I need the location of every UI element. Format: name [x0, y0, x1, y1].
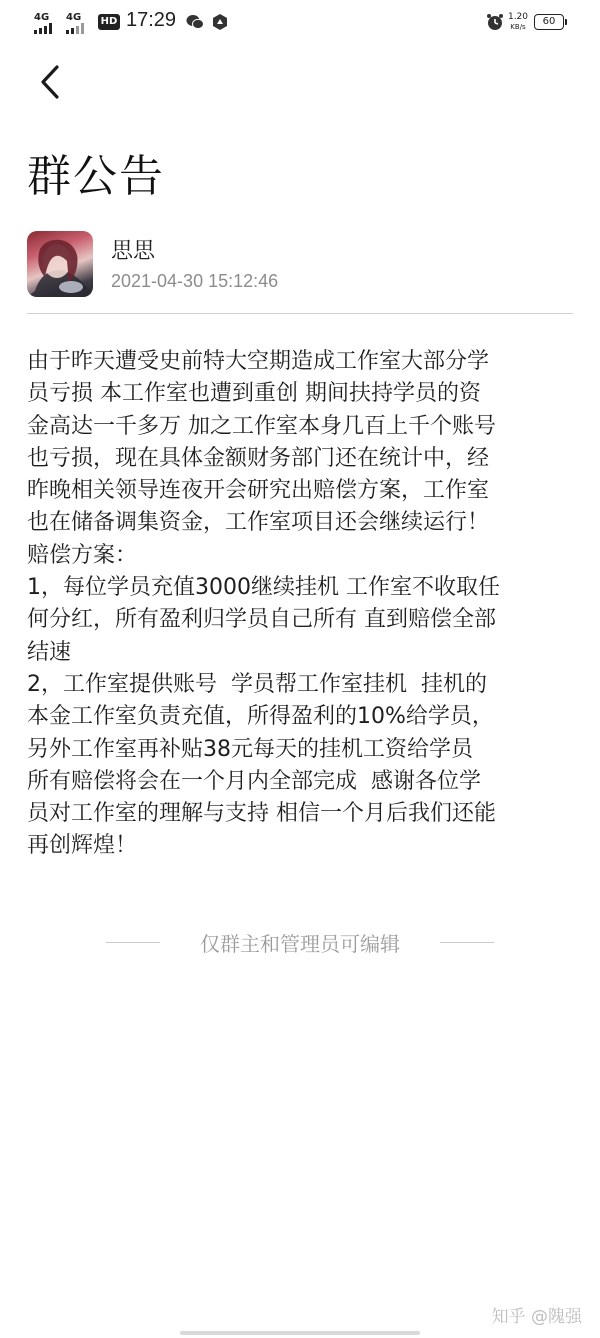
wechat-icon [186, 14, 204, 30]
battery-icon [534, 14, 564, 30]
post-timestamp: 2021-04-30 15:12:46 [111, 271, 279, 291]
announcement-line: 再创辉煌！ [27, 833, 138, 859]
hd-voice-icon: HD [98, 14, 120, 30]
network-speed [506, 12, 530, 32]
page-title: 群公告 [27, 151, 165, 202]
network-speed-value: 1.20 [507, 12, 529, 22]
watermark: 知乎 @隗强 [491, 1307, 582, 1327]
signal-strength-icon [66, 13, 94, 33]
announcement-line: 所有赔偿将会在一个月内全部完成 感谢各位学 [27, 768, 481, 794]
divider [440, 942, 494, 943]
announcement-line: 赔偿方案： [27, 542, 138, 568]
battery-level: 60 [542, 16, 556, 27]
status-bar [0, 0, 600, 46]
announcement-line: 本金工作室负责充值，所得盈利的10%给学员， [27, 704, 494, 730]
announcement-line: 金高达一千多万 加之工作室本身几百上千个账号 [27, 413, 496, 439]
announcement-line: 员亏损 本工作室也遭到重创 期间扶持学员的资 [27, 381, 481, 407]
announcement-line: 由于昨天遭受史前特大空期造成工作室大部分学 [27, 349, 490, 374]
announcement-line: 员对工作室的理解与支持 相信一个月后我们还能 [27, 801, 496, 827]
author-name[interactable]: 思思 [111, 239, 156, 264]
announcement-line: 也在储备调集资金，工作室项目还会继续运行！ [27, 510, 490, 536]
announcement-line: 2，工作室提供账号 学员帮工作室挂机 挂机的 [27, 671, 487, 697]
divider [27, 313, 573, 314]
announcement-line: 另外工作室再补贴38元每天的挂机工资给学员 [27, 736, 473, 762]
divider [106, 942, 160, 943]
network-speed-unit: KB/s [510, 23, 526, 31]
alarm-icon [486, 13, 504, 31]
chevron-left-icon [30, 62, 70, 102]
back-button[interactable] [30, 62, 70, 102]
announcement-line: 结速 [27, 639, 72, 665]
edit-permission-footer [0, 926, 600, 960]
announcement-body [27, 346, 597, 863]
status-time: 17:29 [126, 9, 177, 31]
home-indicator[interactable] [180, 1331, 420, 1335]
avatar[interactable] [27, 231, 93, 297]
announcement-line: 何分红，所有盈利归学员自己所有 直到赔偿全部 [27, 607, 496, 633]
announcement-line: 也亏损，现在具体金额财务部门还在统计中，经 [27, 445, 490, 471]
network-type-label: 4G [34, 12, 50, 23]
announcement-line: 1，每位学员充值3000继续挂机 工作室不收取任 [27, 575, 500, 601]
edit-permission-note: 仅群主和管理员可编辑 [200, 932, 400, 956]
announcement-line: 昨晚相关领导连夜开会研究出赔偿方案，工作室 [27, 478, 490, 504]
signal-strength-icon [34, 13, 62, 33]
network-type-label: 4G [66, 12, 82, 23]
notification-app-icon [212, 13, 228, 31]
